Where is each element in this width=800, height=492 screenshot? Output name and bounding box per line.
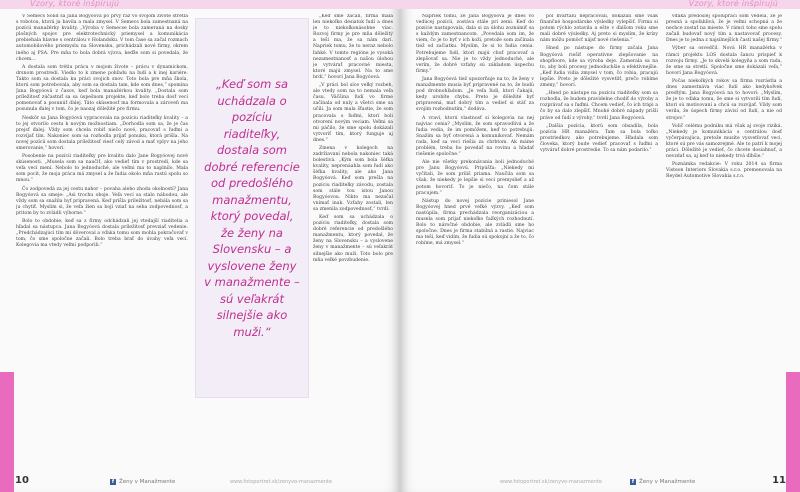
page-number: 11 — [772, 475, 786, 486]
paragraph: V Semecs Solid sa Jana Bogyóová po prvý raz vo svojom živote stretla s robotou, ktorá ju bavila a mala zmysel. V Semecs bola zamestnaná na pozícii manažérky kvality. „Výroba v Semecse bola zameraná na dosky plošných spojov pre elektrotechnický priemysel a komunikácia prebiehala hlavne s centrálou v Holandsku. V tom čase sa začal rozmach automobilového priemyslu na Slovensku, prichádzali nové firmy, okrem iného aj PSA. Pre mňa to bola dobrá výzva, keďže som si povedala, že chcem... — [16, 14, 188, 62]
page-number: 10 — [15, 475, 29, 486]
article-column-3 — [416, 14, 534, 462]
article-column-2 — [313, 14, 393, 462]
paragraph: Čo zodpovedá za jej cestu nahor – povaha alebo zhoda okolností? Jana Bogyóová sa smeje: „Asi trochu oboje. Veľa vecí sa stalo náhodou, ale vždy som sa snažila byť pripravená. Keď prišla príležitosť, nebála som sa ju chytiť. Myslím si, že veľa žien sa bojí vziať na seba zodpovednosť, a pritom by to zvládli výborne.“ — [16, 186, 188, 216]
paragraph: Počas niekoľkých rokov sa firma rozrástla a dnes zamestnáva viac ľudí ako kedykoľvek predtým. Jana Bogyóová na to hovorí: „Myslím, že je to vďaka tomu, že sme si vytvorili tím ľudí, ktorí sú motivovaní a chcú sa rozvíjať. Vždy som verila, že úspech firmy závisí od ľudí, a nie od strojov.“ — [666, 78, 782, 121]
pull-quote: „Keď som sa uchádzala o pozíciu riaditeľky, dostala som dobré referencie od predošlého manažmentu, ktorý povedal, že ženy na Slovensku – a vyslovene ženy v manažmente – sú veľakrát silnejšie ako muži.“ — [204, 77, 300, 339]
section-label: Vzory, ktoré inšpirujú — [30, 0, 120, 8]
paragraph: Hned po nástupe do firmy začala Jana Bogyóová riešiť operatívne zlepšovanie na shopfloore, kde sa výroba deje. Zamerala sa na to, aby boli procesy jednoduchšie a efektívnejšie. „Keď ľudia vidia zmysel v tom, čo robia, pracujú lepšie. Preto je dôležité vysvetliť, prečo robíme zmeny,“ hovorí. — [540, 46, 658, 89]
article-column-5 — [666, 14, 782, 462]
paragraph: Neskôr sa Jana Bogyóová vypracovala na pozíciu riaditeľky kvality – a to jej otvorilo cestu k novým možnostiam. „Dorhodla som sa, že je čas prejsť ďalej. Vždy som chcela robiť niečo nové, pracovať s ľuďmi a rozvíjať tím. Nakoniec som sa rozhodla prijať ponuku, ktorá prišla. Na novej pozícii som dostala príležitosť viesť celý závod a mať vplyv na jeho smerovanie,“ hovorí. — [16, 115, 188, 151]
paragraph: Ale nie všetky prekonávania boli jednoduché pre Janu Bogyóovú. Pripúšťa: „Niekedy mi vyčítali, že som príliš priama. Naučila som sa však, že niekedy je lepšie si veci premyslieť a až potom hovoriť. To je niečo, na čom stále pracujem.“ — [416, 160, 534, 196]
facebook-label: Ženy v Manažmente — [119, 479, 176, 485]
paragraph: pol kvartálu nepracovali, dokázali sme však finančné hospodárske výsledky vylepšiť. Firma si potom rýchlo zotavila a ešte v ďalšom roku sme mali dobré výsledky. Aj preto si myslím, že krízy nám môžu pomôcť nájsť nové riešenia.“ — [540, 14, 658, 44]
paragraph: Nástup do novej pozície priniesol Jane Bogyóovej hned prvé veľké výzvy. „Keď som nastúpila, firma prechádzala reorganizáciou a musela som prijať niekoľko ťažkých rozhodnutí. Bolo to náročné obdobie, ale zvládli sme ho spoločne. Dnes je firma stabilná a rastie. Najviac ma teší, keď vidím, že ľudia sú spokojní a že to, čo robíme, má zmysel.“ — [416, 198, 534, 247]
facebook-label: Ženy v Manažmente — [639, 479, 696, 485]
paragraph: „Dalšia pozícia, ktorú som obsadila, bola pozícia HR manažéra. Tam sa bola toľko prostriedkov, ako potrebujeme. Hľadala som človeka, ktorý bude vedieť pracovať s ľuďmi a vytvárať dobré prostredie. To sa nám podarilo.“ — [540, 123, 658, 153]
article-column-4 — [540, 14, 658, 462]
right-page — [400, 0, 800, 492]
facebook-icon: f — [631, 479, 635, 485]
paragraph: Výber sa osvedčil. Nová HR manažérka v rámci projektu LOS dostala šancu prispieť k rozvoju firmy. „Je to skvelá kolegyňa a som rada, že sme sa stretli. Spoločne sme dokázali veľa,“ hovorí Jana Bogyóová. — [666, 46, 782, 76]
facebook-icon: f — [111, 479, 115, 485]
website-url: www.fotoportret.sk/zenyvo-manazmente — [500, 479, 602, 485]
paragraph: Volič celému podniku má však aj svoje riziká. „Niekedy je komunikácia s centrálou dosť vyčerpávajúca, pretože musíte vysvetľovať veci, ktoré sú pre vás samozrejmé. Ale to patrí k mojej práci. Dôležité je vedieť, čo chcete dosiahnuť, a nevzdať sa, aj keď to niekedy trvá dlhšie.“ — [666, 123, 782, 160]
article-column-1 — [16, 14, 188, 462]
paragraph: A vraví, ktorú vlastnosť si kolegovia na nej najviac cenia? „Myslím, že som spravodlivá a že ľudia vedia, že im pomôžem, keď to potrebujú. Snažím sa byť otvorená a komunikovať. Nemám rada, keď sa veci riešia za chrbtom. Ak máme problém, treba ho povedať na rovinu a hľadať riešenie spoločne.“ — [416, 115, 534, 158]
paragraph: Jana Bogyóová tiež upozorňuje na to, že ženy v manažmente musia byť pripravené na to, že budú pod drobnohľadom. „Je veľa ľudí, ktorí čakajú, kedy urobíte chybu. Preto je dôležité byť pripravená, mať dobrý tím a vedieť si stáť za svojím rozhodnutím,“ dodáva. — [416, 76, 534, 113]
footer — [0, 472, 400, 486]
paragraph: Napriek tomu, že Jana Bogyóová je dnes vo vedúcej pozícii, zostáva stále pri zemi. Keď do pozície nastupovala, dala si za úlohu zoznámiť sa s každým zamestnancom. „Povedala som im, že viem, čo je to byť v ich koži, pretože som začínala tiež od začiatku. Myslím, že si to ľudia cenia. Potrebujeme ľudí, ktorí majú chuť pracovať a zlepšovať sa. Nie je to vždy jednoduché, ale verím, že dobré vzťahy sú základom úspechu firmy.“ — [416, 14, 534, 74]
paragraph: Keď som sa uchádzala o pozíciu riaditeľky, dostala som dobré referencie od predošlého manažmentu, ktorý povedal, že ženy na Slovensku – a vyslovene ženy v manažmente – sú veľakrát silnejšie ako muži. Toto bolo pre mňa veľké povzbudenie. — [313, 215, 393, 263]
paragraph: Posobenie na pozícii riaditeľky pre kvalitu dalo Jane Bogyóovej nové skúsenosti. „Musela som sa naučiť, ako vedieť tím v prostredí, kde sa veľa vecí mení. Nebolo to jednoduché, ale veľmi ma to naplnilo. Mala som pocit, že moja práca má zmysel a že ľudia okolo mňa rastú spolu so mnou.“ — [16, 154, 188, 184]
section-label: Vzory, ktoré inšpirujú — [688, 0, 778, 8]
paragraph: A dostala som trétiu prácu v mojom živote – prácu v dynamickom, drsnom prostredí. Viedlo to k zmene pohľadu na ľudí a k inej kariére. Takto som sa dostala ku práci svojich snov. Toto bola pre mňa škola, ktorú som potrebovala, aby som sa dostala tam, kde som dnes,“ spomína Jana Bogyóová z časov, keď bola manažérkou kvality. „Dostala som príležitosť zúčastniť sa sa úspešnom projekte, keď bolo treba dosť vecí pomenovať a posunúť ďalej. Táto skúsenosť ma formovala a zároveň ma posunula ďalej v tom, čo je naozaj dôležité pre firmu. — [16, 64, 188, 113]
pull-quote-box — [195, 18, 309, 398]
website-url: www.fotoportret.sk/zenyvo-manazmente — [230, 479, 332, 485]
paragraph: „Hned po nástupe na pozíciu riaditeľky som sa rozhodla, že budem pravidelne chodiť do výroby a rozprávať sa s ľuďmi. Chcem vedieť, čo ich trápi a čo by sa dalo zlepšiť. Mnohé dobré nápady prišli práve od ľudí z výroby,“ tvrdí Jana Bogyóová. — [540, 91, 658, 121]
paragraph: Poznámka redakcie: V roku 2014 sa firma Visteon Interiors Slovakia s.r.o. premenovala na Reydel Automotive Slovakia s.r.o. — [666, 162, 782, 180]
paragraph: „Keď sme začali, firma mala len niekoľko desiatok ľudí a dnes je to niekoľkonásobne viac. Rozvoj firmy je pre mňa dôležitý a teší ma, že sa nám darí. Napriek tomu, že to neraz nebolo ľahké. V tomto regióne je vysoká nezamestnanosť a našou úlohou je vytvárať pracovné miesta, ktoré majú zmysel. Na to sme hrdí,“ hovorí Jana Bogyóová. — [313, 14, 393, 80]
paragraph: „V práci bol síce veľký rozbeh, ale vtedy som na to nemala veľa času. Väčšina ľudí vo firme začínala od nuly a všetci sme sa učili. Ja som mala šťastie, že som pracovala s ľuďmi, ktorí boli otvorení novým veciam. Veľmi sa mi páčilo, že sme spolu dokázali vytvoriť tím, ktorý funguje aj dnes.“ — [313, 83, 393, 143]
paragraph: vďaka predošlej spolupráci som vedela, že je presná a spoľahlivá, že je veľmi schopná a že nechce zostať na mieste. V rámci toho sme spolu začali budovať nový tím a nastavovať procesy. Dnes je to jedna z najsilnejších častí našej firmy.“ — [666, 14, 782, 44]
paragraph: Zmena v kolegoch na zadržiavaní nebola nakoniec taká bolestivá. „Kým som bola šéfka kvality, neprenáahla som ľudí ako šéfka kvality, ale ako Jana Bogyóová. Keď som prešla na pozíciu riaditeľky závodu, zostala som stále tou istou Janou Bogyóovou. Nikto ma nezačal vnímať inak. Vzťahy zostali, len sa zmenila zodpovednosť,“ tvrdí. — [313, 145, 393, 212]
footer — [400, 472, 800, 486]
paragraph: Bolo to obdobie, keď sa z firmy odchádzali jej vtedajší riaditelia a hľadal sa nástupca. Jana Bogyóová dostala príležitosť prevziať vedenie. „Predchádzajúci tím mi dôveroval a vďaka tomu som mohla pokračovať v tom, čo sme spoločne začali. Bolo treba brať do úvahy veľa vecí. Kolegovia ma vtedy veľmi podporili.“ — [16, 219, 188, 249]
